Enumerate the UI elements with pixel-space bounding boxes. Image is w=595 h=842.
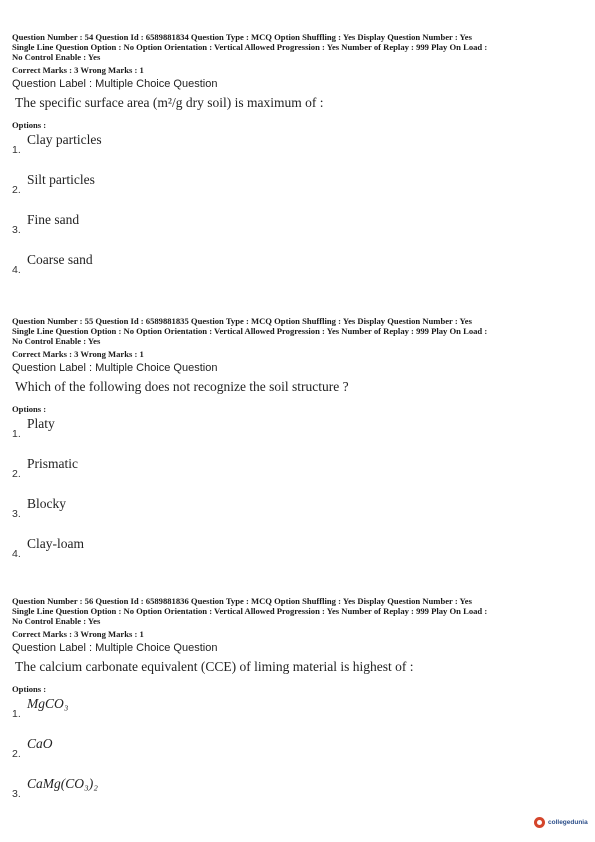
options-heading: Options :: [12, 120, 47, 130]
question-label: Question Label : Multiple Choice Question: [12, 642, 218, 654]
option-text: Fine sand: [27, 212, 80, 227]
option-item[interactable]: [12, 454, 584, 494]
option-number: 2.: [12, 748, 21, 760]
collegedunia-logo-icon: [534, 817, 545, 828]
question-marks: Correct Marks : 3 Wrong Marks : 1: [12, 65, 144, 75]
option-text: Blocky: [27, 496, 66, 511]
option-number: 2.: [12, 184, 21, 196]
option-text: CaMg(CO₃)₂: [27, 776, 98, 791]
question-meta-line-1: Question Number : 54 Question Id : 6589881834 Question Type : MCQ Option Shuffling : Yes Display Question Number : Yes: [12, 32, 472, 42]
option-text: Prismatic: [27, 456, 78, 471]
option-number: 4.: [12, 264, 21, 276]
option-number: 2.: [12, 468, 21, 480]
option-text: Clay-loam: [27, 536, 84, 551]
option-item[interactable]: [12, 734, 584, 774]
option-number: 1.: [12, 144, 21, 156]
question-label: Question Label : Multiple Choice Question: [12, 362, 218, 374]
question-marks: Correct Marks : 3 Wrong Marks : 1: [12, 349, 144, 359]
option-item[interactable]: [12, 250, 584, 290]
question-meta-line-1: Question Number : 56 Question Id : 6589881836 Question Type : MCQ Option Shuffling : Yes Display Question Number : Yes: [12, 596, 472, 606]
options-heading: Options :: [12, 684, 47, 694]
option-text: Silt particles: [27, 172, 95, 187]
option-item[interactable]: [12, 414, 584, 454]
question-text: The calcium carbonate equivalent (CCE) of liming material is highest of :: [15, 659, 414, 674]
question-text: The specific surface area (m²/g dry soil) is maximum of :: [15, 95, 324, 110]
option-number: 3.: [12, 788, 21, 800]
option-text: Platy: [27, 416, 55, 431]
option-number: 4.: [12, 548, 21, 560]
question-meta-line-2: Single Line Question Option : No Option Orientation : Vertical Allowed Progression : Yes Number of Replay : 999 Play On Load :: [12, 606, 488, 616]
option-item[interactable]: [12, 494, 584, 534]
question-55: [12, 316, 584, 574]
option-number: 3.: [12, 224, 21, 236]
option-item[interactable]: [12, 534, 584, 574]
option-number: 1.: [12, 708, 21, 720]
question-label: Question Label : Multiple Choice Question: [12, 78, 218, 90]
option-number: 3.: [12, 508, 21, 520]
option-item[interactable]: [12, 210, 584, 250]
option-item[interactable]: [12, 774, 584, 814]
question-54: [12, 32, 584, 290]
options-heading: Options :: [12, 404, 47, 414]
question-meta-line-3: No Control Enable : Yes: [12, 616, 101, 626]
option-text: CaO: [27, 736, 53, 751]
option-text: Clay particles: [27, 132, 102, 147]
question-56: [12, 596, 584, 814]
question-meta-line-2: Single Line Question Option : No Option Orientation : Vertical Allowed Progression : Yes Number of Replay : 999 Play On Load :: [12, 326, 488, 336]
question-meta-line-1: Question Number : 55 Question Id : 6589881835 Question Type : MCQ Option Shuffling : Yes Display Question Number : Yes: [12, 316, 472, 326]
question-meta-line-3: No Control Enable : Yes: [12, 336, 101, 346]
option-text: MgCO₃: [27, 696, 69, 711]
option-number: 1.: [12, 428, 21, 440]
watermark-text: collegedunia: [548, 818, 588, 826]
question-text: Which of the following does not recognize the soil structure ?: [15, 379, 349, 394]
question-marks: Correct Marks : 3 Wrong Marks : 1: [12, 629, 144, 639]
option-item[interactable]: [12, 694, 584, 734]
question-meta-line-2: Single Line Question Option : No Option Orientation : Vertical Allowed Progression : Yes Number of Replay : 999 Play On Load :: [12, 42, 488, 52]
question-meta-line-3: No Control Enable : Yes: [12, 52, 101, 62]
collegedunia-watermark: [534, 814, 588, 830]
option-item[interactable]: [12, 170, 584, 210]
option-text: Coarse sand: [27, 252, 93, 267]
option-item[interactable]: [12, 130, 584, 170]
